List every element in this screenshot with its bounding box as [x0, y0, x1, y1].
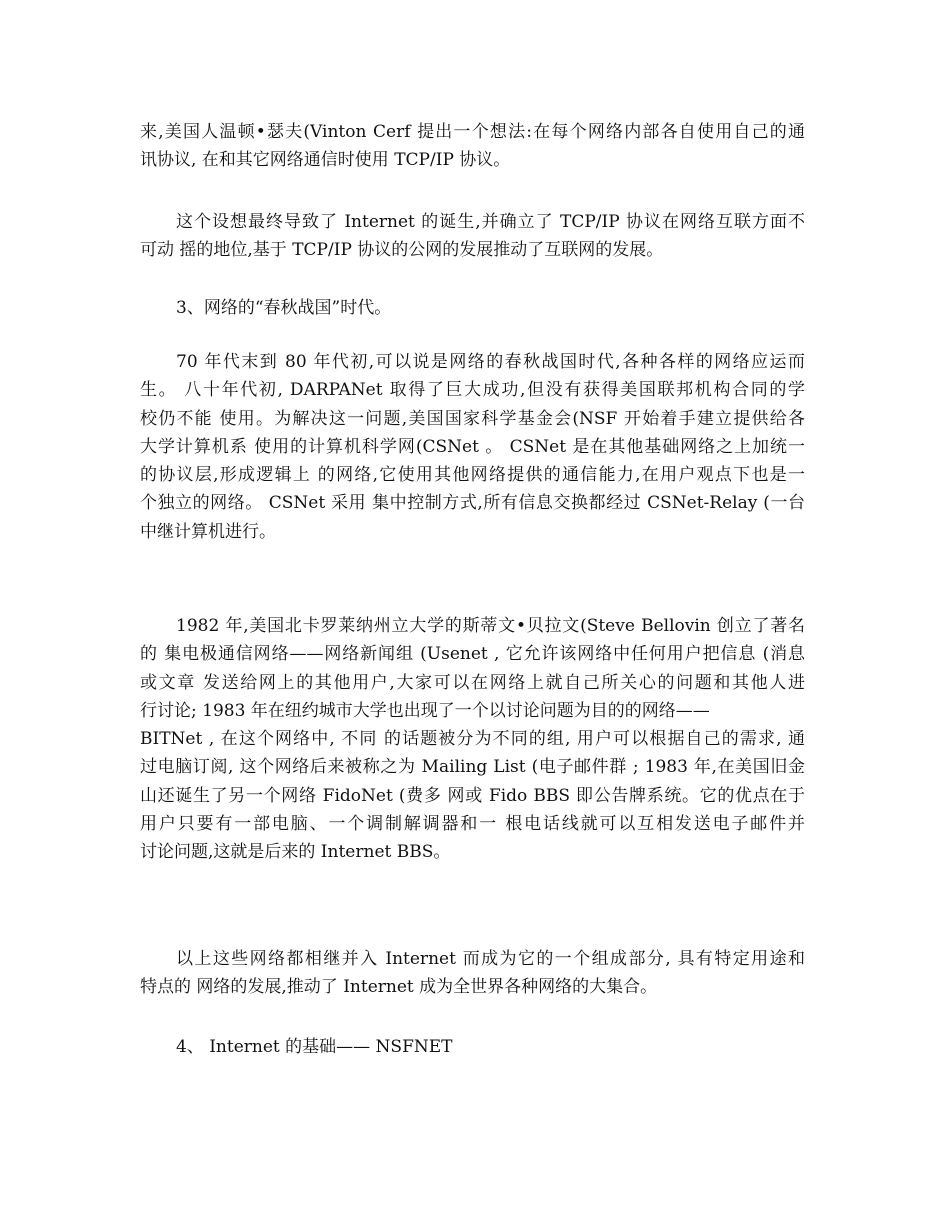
paragraph-2 [140, 208, 805, 265]
paragraph-3 [140, 348, 805, 546]
section-heading-4 [140, 1033, 805, 1061]
section-heading-text: 4、 Internet 的基础—— NSFNET [176, 1037, 453, 1057]
paragraph-line: 讯协议, 在和其它网络通信时使用 TCP/IP 协议。 [140, 150, 511, 171]
paragraph-line: 行讨论; 1983 年在纽约城市大学也出现了一个以讨论问题为目的的网络—— [140, 700, 710, 721]
paragraph-line: 可动 摇的地位,基于 TCP/IP 协议的公网的发展推动了互联网的发展。 [140, 240, 664, 261]
paragraph-line: 的 集电极通信网络——网络新闻组 (Usenet , 它允许该网络中任何用户把信息 (消息 [140, 644, 805, 665]
paragraph-line: 讨论问题,这就是后来的 Internet BBS。 [140, 842, 451, 863]
paragraph-line: 山还诞生了另一个网络 FidoNet (费多 网或 Fido BBS 即公告牌系统。它的优点在于 [140, 785, 805, 806]
paragraph-line: 个独立的网络。 CSNet 采用 集中控制方式,所有信息交换都经过 CSNet-Relay (一台 [140, 493, 805, 514]
paragraph-line: 或文章 发送给网上的其他用户,大家可以在网络上就自己所关心的问题和其他人进 [140, 672, 805, 693]
section-heading-text: 3、网络的“春秋战国”时代。 [176, 298, 392, 318]
paragraph-line: 以上这些网络都相继并入 Internet 而成为它的一个组成部分, 具有特定用途和 [176, 949, 805, 969]
paragraph-line: 生。 八十年代初, DARPANet 取得了巨大成功,但没有获得美国联邦机构合同的学 [140, 380, 805, 401]
paragraph-line: 1982 年,美国北卡罗莱纳州立大学的斯蒂文•贝拉文(Steve Bellovin 创立了著名 [176, 616, 805, 636]
section-heading-3 [140, 294, 805, 322]
paragraph-line: 大学计算机系 使用的计算机科学网(CSNet 。 CSNet 是在其他基础网络之上加统一 [140, 436, 805, 457]
paragraph-line: 中继计算机进行。 [140, 521, 276, 542]
paragraph-line: 的协议层,形成逻辑上 的网络,它使用其他网络提供的通信能力,在用户观点下也是一 [140, 465, 805, 486]
paragraph-line: 校仍不能 使用。为解决这一问题,美国国家科学基金会(NSF 开始着手建立提供给各 [140, 408, 805, 429]
paragraph-line: 用户只要有一部电脑、一个调制解调器和一 根电话线就可以互相发送电子邮件并 [140, 814, 805, 835]
paragraph-line: BITNet , 在这个网络中, 不同 的话题被分为不同的组, 用户可以根据自己的需求, 通 [140, 729, 805, 750]
paragraph-line: 70 年代末到 80 年代初,可以说是网络的春秋战国时代,各种各样的网络应运而 [176, 352, 805, 372]
paragraph-5 [140, 945, 805, 1002]
paragraph-line: 特点的 网络的发展,推动了 Internet 成为全世界各种网络的大集合。 [140, 977, 658, 998]
paragraph-line: 过电脑订阅, 这个网络后来被称之为 Mailing List (电子邮件群 ; 1983 年,在美国旧金 [140, 757, 805, 778]
paragraph-line: 这个设想最终导致了 Internet 的诞生,并确立了 TCP/IP 协议在网络互联方面不 [176, 212, 805, 232]
paragraph-4 [140, 612, 805, 867]
paragraph-1 [140, 118, 805, 175]
paragraph-line: 来,美国人温顿•瑟夫(Vinton Cerf 提出一个想法:在每个网络内部各自使用自己的通 [140, 122, 805, 142]
